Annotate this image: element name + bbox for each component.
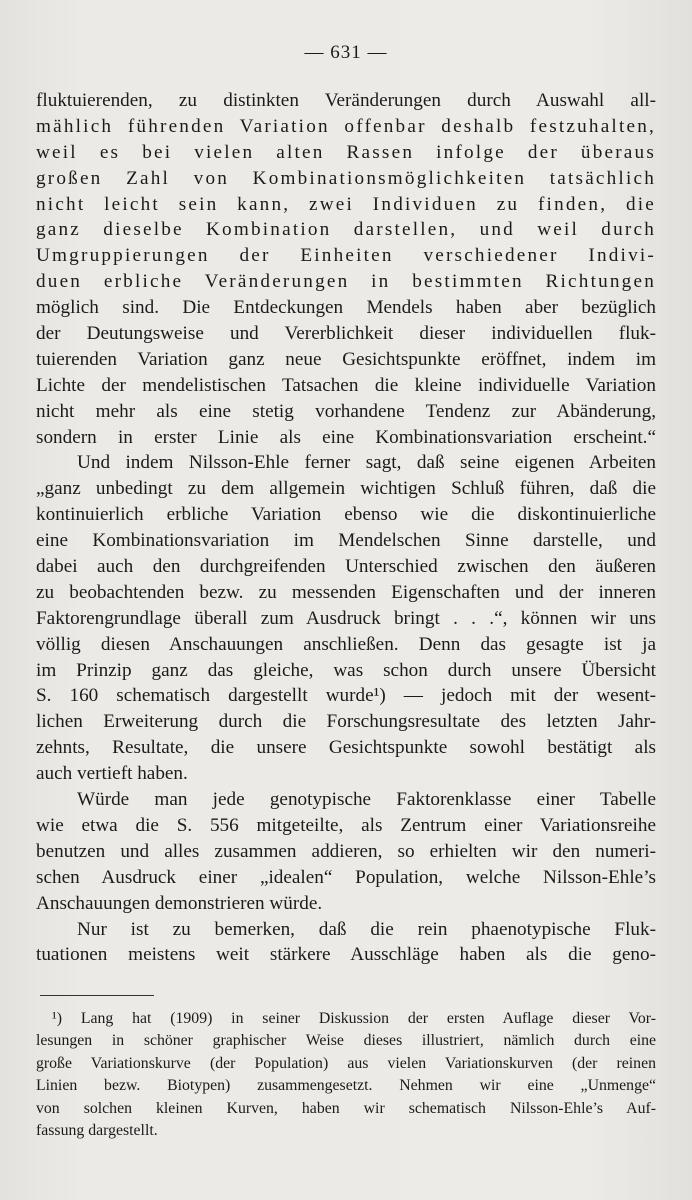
- text-line: ganz dieselbe Kombination darstellen, und weil durch: [36, 219, 656, 241]
- text-line: Lichte der mendelistischen Tatsachen die kleine individuelle Variation: [36, 374, 656, 396]
- footnote-line: ¹) Lang hat (1909) in seiner Diskussion der ersten Auflage dieser Vor-: [52, 1010, 656, 1027]
- text-line: duen erbliche Veränderungen in bestimmten Richtungen: [36, 271, 656, 293]
- text-line: nicht mehr als eine stetig vorhandene Tendenz zur Abänderung,: [36, 400, 656, 422]
- footnote-line: lesungen in schöner graphischer Weise dieses illustriert, nämlich durch eine: [36, 1032, 656, 1050]
- text-line: Würde man jede genotypische Faktorenklasse einer Tabelle: [77, 789, 656, 811]
- text-line: zu beobachtenden bezw. zu messenden Eigenschaften und der inneren: [36, 581, 656, 603]
- text-line: möglich sind. Die Entdeckungen Mendels haben aber bezüglich: [36, 297, 656, 319]
- text-line: im Prinzip ganz das gleiche, was schon durch unsere Übersicht: [36, 659, 656, 681]
- text-line: zehnts, Resultate, die unsere Gesichtspunkte sowohl bestätigt als: [36, 737, 656, 759]
- text-line: sondern in erster Linie als eine Kombinationsvariation erscheint.“: [36, 426, 656, 448]
- text-line: benutzen und alles zusammen addieren, so erhielten wir den numeri-: [36, 840, 656, 862]
- text-line: kontinuierlich erbliche Variation ebenso wie die diskontinuierliche: [36, 504, 656, 526]
- footnote: [36, 1008, 656, 1142]
- text-line: Und indem Nilsson-Ehle ferner sagt, daß seine eigenen Arbeiten: [77, 452, 656, 474]
- text-line: schen Ausdruck einer „idealen“ Population, welche Nilsson-Ehle’s: [36, 866, 656, 888]
- page-number: — 631 —: [304, 42, 388, 63]
- footnote-line: große Variationskurve (der Population) aus vielen Variationskurven (der reinen: [36, 1054, 656, 1072]
- text-line: „ganz unbedingt zu dem allgemein wichtigen Schluß führen, daß die: [36, 478, 656, 500]
- text-line: tuationen meistens weit stärkere Ausschläge haben als die geno-: [36, 944, 656, 966]
- text-line: S. 160 schematisch dargestellt wurde¹) — jedoch mit der wesent-: [36, 685, 656, 707]
- text-line: fluktuierenden, zu distinkten Veränderungen durch Auswahl all-: [36, 90, 656, 111]
- footnote-divider: [40, 995, 154, 996]
- text-line: weil es bei vielen alten Rassen infolge der überaus: [36, 141, 656, 163]
- text-line: Nur ist zu bemerken, daß die rein phaenotypische Fluk-: [77, 918, 656, 940]
- text-line: auch vertieft haben.: [36, 763, 188, 785]
- text-line: wie etwa die S. 556 mitgeteilte, als Zentrum einer Variationsreihe: [36, 814, 656, 836]
- text-line: lichen Erweiterung durch die Forschungsresultate des letzten Jahr-: [36, 711, 656, 733]
- text-line: Anschauungen demonstrieren würde.: [36, 892, 323, 914]
- text-line: mählich führenden Variation offenbar deshalb festzuhalten,: [36, 115, 656, 137]
- main-text: [36, 88, 656, 968]
- text-line: völlig diesen Anschauungen anschließen. Denn das gesagte ist ja: [36, 633, 656, 655]
- footnote-line: Linien bezw. Biotypen) zusammengesetzt. Nehmen wir eine „Unmenge“: [36, 1077, 656, 1095]
- text-line: nicht leicht sein kann, zwei Individuen zu finden, die: [36, 193, 656, 215]
- text-line: Faktorengrundlage überall zum Ausdruck bringt . . .“, können wir uns: [36, 607, 656, 629]
- text-line: großen Zahl von Kombinationsmöglichkeiten tatsächlich: [36, 167, 656, 189]
- text-line: eine Kombinationsvariation im Mendelschen Sinne darstelle, und: [36, 530, 656, 552]
- text-line: Umgruppierungen der Einheiten verschiedener Indivi-: [36, 245, 656, 267]
- text-line: tuierenden Variation ganz neue Gesichtspunkte eröffnet, indem im: [36, 348, 656, 370]
- text-line: dabei auch den durchgreifenden Unterschied zwischen den äußeren: [36, 556, 656, 578]
- text-line: der Deutungsweise und Vererblichkeit dieser individuellen fluk-: [36, 323, 656, 345]
- footnote-line: von solchen kleinen Kurven, haben wir schematisch Nilsson-Ehle’s Auf-: [36, 1099, 656, 1117]
- footnote-line: fassung dargestellt.: [36, 1121, 158, 1139]
